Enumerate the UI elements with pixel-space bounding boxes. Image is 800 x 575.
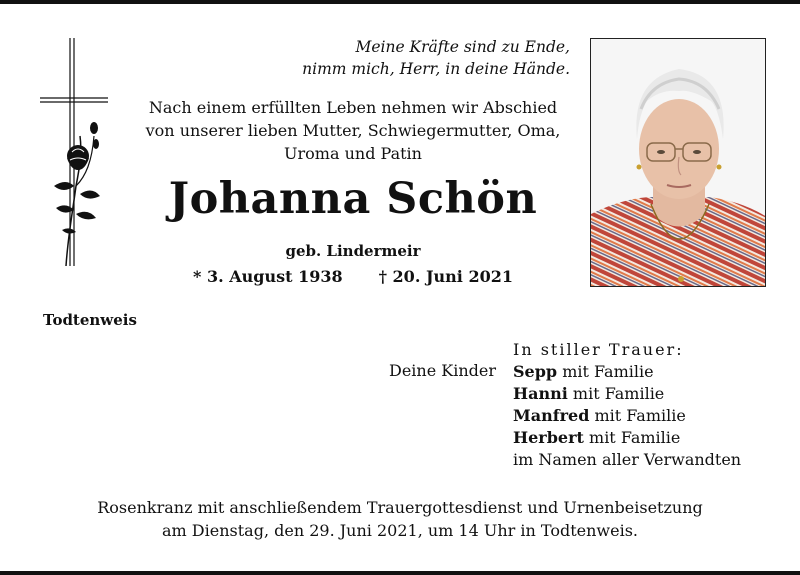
intro-line: Nach einem erfüllten Leben nehmen wir Abschied — [148, 98, 558, 117]
portrait-photo — [590, 38, 766, 287]
list-item — [513, 427, 741, 449]
maiden-name: geb. Lindermeir — [285, 242, 421, 260]
death-date: † 20. Juni 2021 — [378, 267, 513, 286]
cross-with-rose-icon — [36, 36, 116, 268]
list-item — [513, 405, 741, 427]
child-suffix: mit Familie — [594, 406, 686, 425]
children-label: Deine Kinder — [388, 361, 496, 380]
verse-line: nimm mich, Herr, in deine Hände. — [302, 60, 570, 78]
service-line: am Dienstag, den 29. Juni 2021, um 14 Uhr in Todtenweis. — [162, 521, 638, 540]
service-line: Rosenkranz mit anschließendem Trauergottesdienst und Urnenbeisetzung — [97, 498, 703, 517]
list-item — [513, 383, 741, 405]
service-info — [40, 496, 760, 542]
child-name: Herbert — [513, 428, 584, 447]
life-dates — [118, 267, 588, 286]
child-name: Hanni — [513, 384, 568, 403]
child-suffix: mit Familie — [562, 362, 654, 381]
verse — [250, 36, 570, 80]
birth-date: * 3. August 1938 — [193, 267, 343, 286]
deceased-name: Johanna Schön — [168, 174, 538, 224]
closing-line: im Namen aller Verwandten — [513, 450, 742, 469]
mourning-heading: In stiller Trauer: — [513, 340, 684, 359]
verse-line: Meine Kräfte sind zu Ende, — [355, 38, 570, 56]
intro-text — [118, 96, 588, 165]
portrait-illustration — [591, 39, 766, 287]
town-name: Todtenweis — [43, 311, 137, 329]
list-item — [513, 361, 741, 383]
child-name: Manfred — [513, 406, 590, 425]
child-name: Sepp — [513, 362, 558, 381]
intro-line: von unserer lieben Mutter, Schwiegermutter, Oma, — [145, 121, 561, 140]
mourners-list — [513, 361, 741, 471]
child-suffix: mit Familie — [572, 384, 665, 403]
child-suffix: mit Familie — [589, 428, 681, 447]
intro-line: Uroma und Patin — [284, 144, 422, 163]
